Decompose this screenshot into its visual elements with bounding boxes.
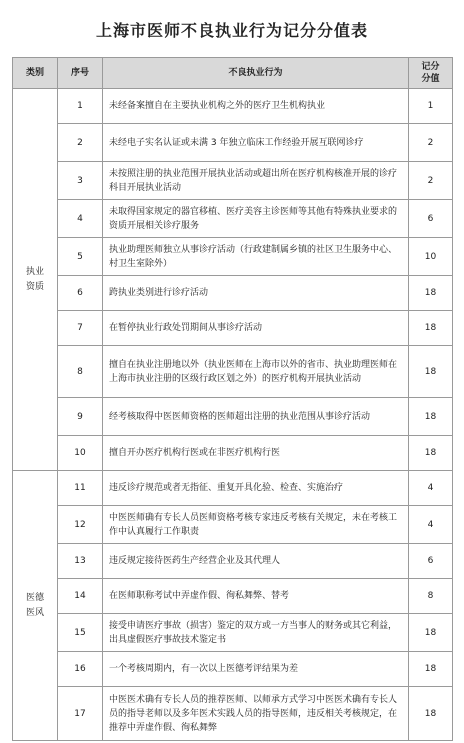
row-number: 9 — [58, 398, 103, 436]
row-score: 6 — [409, 544, 453, 579]
table-row — [13, 687, 453, 741]
row-score: 6 — [409, 200, 453, 238]
row-number: 6 — [58, 276, 103, 311]
row-description: 未经备案擅自在主要执业机构之外的医疗卫生机构执业 — [103, 89, 409, 124]
table-row — [13, 346, 453, 398]
header-number: 序号 — [58, 58, 103, 89]
row-description: 擅自开办医疗机构行医或在非医疗机构行医 — [103, 436, 409, 471]
row-number: 13 — [58, 544, 103, 579]
row-description: 跨执业类别进行诊疗活动 — [103, 276, 409, 311]
table-row — [13, 124, 453, 162]
row-description: 执业助理医师独立从事诊疗活动（行政建制属乡镇的社区卫生服务中心、村卫生室除外） — [103, 238, 409, 276]
category-qualification-line2: 资质 — [25, 281, 44, 292]
row-score: 4 — [409, 471, 453, 506]
header-category: 类别 — [13, 58, 58, 89]
row-number: 2 — [58, 124, 103, 162]
row-score: 18 — [409, 311, 453, 346]
row-number: 16 — [58, 652, 103, 687]
table-row — [13, 614, 453, 652]
category-ethics — [13, 471, 58, 741]
row-description: 违反诊疗规范或者无指征、重复开具化验、检查、实施治疗 — [103, 471, 409, 506]
row-number: 4 — [58, 200, 103, 238]
scoring-table — [12, 57, 453, 741]
row-score: 1 — [409, 89, 453, 124]
category-qualification-line1: 执业 — [25, 266, 44, 277]
row-number: 5 — [58, 238, 103, 276]
row-score: 18 — [409, 346, 453, 398]
header-score-line1: 记分 — [421, 62, 440, 72]
row-description: 中医医师确有专长人员医师资格考核专家违反考核有关规定，未在考核工作中认真履行工作职责 — [103, 506, 409, 544]
row-score: 18 — [409, 436, 453, 471]
row-score: 2 — [409, 124, 453, 162]
category-ethics-line2: 医风 — [25, 607, 44, 618]
category-qualification — [13, 89, 58, 471]
row-number: 10 — [58, 436, 103, 471]
row-score: 18 — [409, 614, 453, 652]
row-description: 违反规定接待医药生产经营企业及其代理人 — [103, 544, 409, 579]
row-number: 17 — [58, 687, 103, 741]
row-score: 4 — [409, 506, 453, 544]
row-number: 8 — [58, 346, 103, 398]
table-row — [13, 471, 453, 506]
row-description: 擅自在执业注册地以外（执业医师在上海市以外的省市、执业助理医师在上海市执业注册的区级行政区划之外）的医疗机构开展执业活动 — [103, 346, 409, 398]
row-number: 11 — [58, 471, 103, 506]
row-score: 18 — [409, 276, 453, 311]
row-description: 未取得国家规定的器官移植、医疗美容主诊医师等其他有特殊执业要求的资质开展相关诊疗服务 — [103, 200, 409, 238]
table-row — [13, 238, 453, 276]
row-number: 15 — [58, 614, 103, 652]
table-row — [13, 276, 453, 311]
table-row — [13, 652, 453, 687]
row-description: 未经电子实名认证或未满 3 年独立临床工作经验开展互联网诊疗 — [103, 124, 409, 162]
row-number: 14 — [58, 579, 103, 614]
row-number: 1 — [58, 89, 103, 124]
table-row — [13, 436, 453, 471]
row-number: 3 — [58, 162, 103, 200]
row-score: 18 — [409, 687, 453, 741]
row-score: 2 — [409, 162, 453, 200]
row-description: 未按照注册的执业范围开展执业活动或超出所在医疗机构核准开展的诊疗科目开展执业活动 — [103, 162, 409, 200]
table-row — [13, 544, 453, 579]
table-row — [13, 398, 453, 436]
row-number: 7 — [58, 311, 103, 346]
table-row — [13, 311, 453, 346]
table-header-row — [13, 58, 453, 89]
row-score: 10 — [409, 238, 453, 276]
header-behavior: 不良执业行为 — [103, 58, 409, 89]
table-row — [13, 200, 453, 238]
page-title: 上海市医师不良执业行为记分分值表 — [95, 21, 368, 40]
category-ethics-line1: 医德 — [25, 592, 44, 603]
row-description: 接受申请医疗事故（损害）鉴定的双方或一方当事人的财务或其它利益，出具虚假医疗事故技术鉴定书 — [103, 614, 409, 652]
table-row — [13, 579, 453, 614]
row-description: 在暂停执业行政处罚期间从事诊疗活动 — [103, 311, 409, 346]
header-score-line2: 分值 — [421, 74, 440, 84]
row-description: 一个考核周期内，有一次以上医德考评结果为差 — [103, 652, 409, 687]
table-row — [13, 162, 453, 200]
row-description: 中医医术确有专长人员的推荐医师、以师承方式学习中医医术确有专长人员的指导老师以及多年医术实践人员的指导医师，违反相关考核规定，在推荐中弄虚作假、徇私舞弊 — [103, 687, 409, 741]
row-score: 8 — [409, 579, 453, 614]
row-description: 经考核取得中医医师资格的医师超出注册的执业范围从事诊疗活动 — [103, 398, 409, 436]
header-score — [409, 58, 453, 89]
row-description: 在医师职称考试中弄虚作假、徇私舞弊、替考 — [103, 579, 409, 614]
table-row — [13, 506, 453, 544]
table-row — [13, 89, 453, 124]
row-number: 12 — [58, 506, 103, 544]
row-score: 18 — [409, 652, 453, 687]
row-score: 18 — [409, 398, 453, 436]
